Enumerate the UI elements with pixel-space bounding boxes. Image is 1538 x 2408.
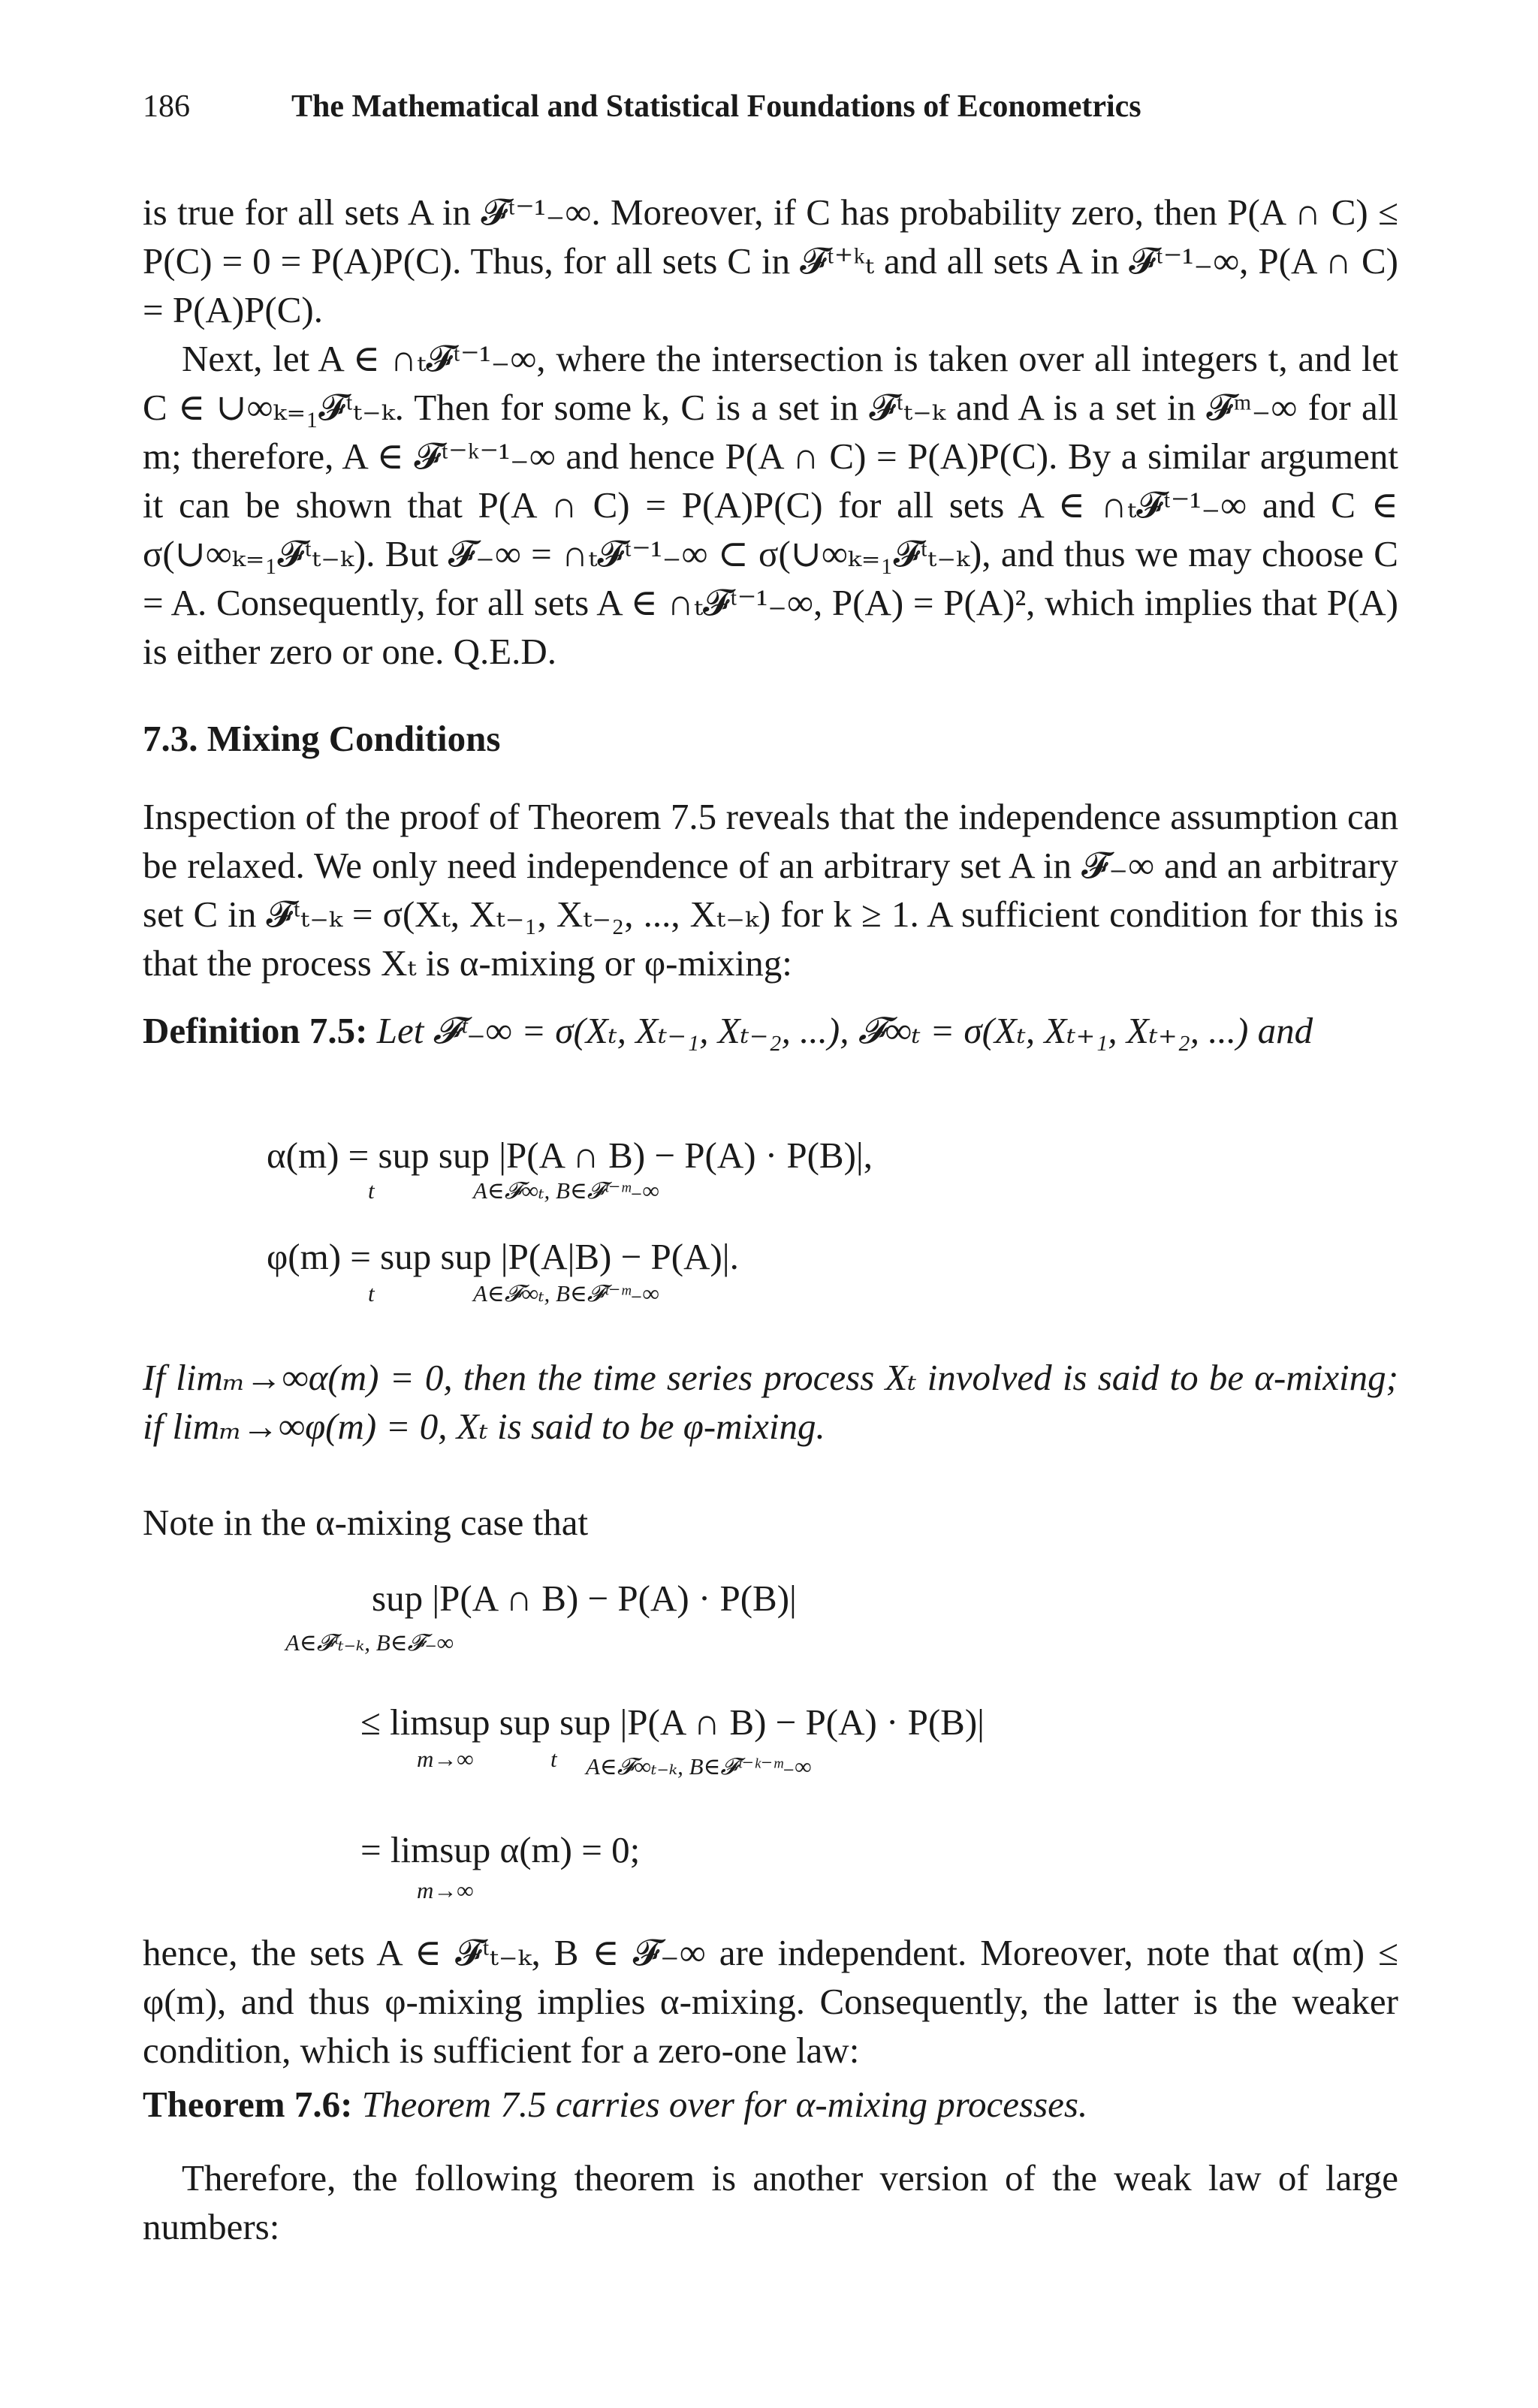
equation-phi-sub-t: t xyxy=(368,1280,375,1306)
equation-alpha-sub-t: t xyxy=(368,1177,375,1204)
display-line-2-sub-m: m→∞ xyxy=(417,1746,474,1772)
definition-7-5-statement xyxy=(143,1006,1398,1055)
paragraph-proof-continuation: is true for all sets A in 𝓕ᵗ⁻¹₋∞. Moreover, if C has probability zero, then P(A ∩ C) ≤ P(C) = 0 = P(A)P(C). Thus, for all sets C in 𝓕ᵗ⁺ᵏₜ and all sets A in 𝓕ᵗ⁻¹₋∞, P(A ∩ C) = P(A)P(C). xyxy=(143,191,1398,330)
display-sup-line-1: sup |P(A ∩ B) − P(A) · P(B)| xyxy=(372,1578,797,1619)
theorem-label: Theorem 7.6: xyxy=(143,2084,353,2125)
display-limsup-line-3: = limsup α(m) = 0; xyxy=(360,1829,641,1870)
display-limsup-line-2: ≤ limsup sup sup |P(A ∩ B) − P(A) · P(B)| xyxy=(360,1701,985,1743)
definition-conclusion: If limₘ→∞α(m) = 0, then the time series process Xₜ involved is said to be α-mixing; if limₘ→∞φ(m) = 0, Xₜ is said to be φ-mixing. xyxy=(143,1357,1398,1447)
theorem-text: Theorem 7.5 carries over for α-mixing processes. xyxy=(361,2084,1088,2125)
page-number: 186 xyxy=(143,89,190,124)
running-title: The Mathematical and Statistical Foundations of Econometrics xyxy=(291,89,1141,124)
equation-phi-sub-sets: A∈𝓕∞ₜ, B∈𝓕ᵗ⁻ᵐ₋∞ xyxy=(473,1280,659,1306)
theorem-7-6 xyxy=(143,2080,1398,2129)
definition-text: Let 𝓕ᵗ₋∞ = σ(Xₜ, Xₜ₋₁, Xₜ₋₂, ...), 𝓕∞ₜ = σ(Xₜ, Xₜ₊₁, Xₜ₊₂, ...) and xyxy=(376,1010,1313,1051)
display-sup-line-1-sub: A∈𝓕ᵗₜ₋ₖ, B∈𝓕₋∞ xyxy=(285,1629,454,1656)
definition-label: Definition 7.5: xyxy=(143,1010,368,1051)
display-line-2-sub-sets: A∈𝓕∞ₜ₋ₖ, B∈𝓕ᵗ⁻ᵏ⁻ᵐ₋∞ xyxy=(586,1753,812,1780)
paragraph-alpha-note: Note in the α-mixing case that xyxy=(143,1502,589,1543)
equation-phi-mixing: φ(m) = sup sup |P(A|B) − P(A)|. xyxy=(267,1236,739,1277)
section-heading: 7.3. Mixing Conditions xyxy=(143,718,501,759)
display-line-3-sub-m: m→∞ xyxy=(417,1877,474,1903)
paragraph-weak-law-intro: Therefore, the following theorem is another version of the weak law of large numbers: xyxy=(143,2157,1398,2247)
paragraph-independence: hence, the sets A ∈ 𝓕ᵗₜ₋ₖ, B ∈ 𝓕₋∞ are independent. Moreover, note that α(m) ≤ φ(m), and thus φ-mixing implies α-mixing. Consequently, the latter is the weaker condition, which is sufficient for a zero-one law: xyxy=(143,1932,1398,2071)
equation-alpha-mixing: α(m) = sup sup |P(A ∩ B) − P(A) · P(B)|, xyxy=(267,1135,873,1176)
paragraph-mixing-intro: Inspection of the proof of Theorem 7.5 reveals that the independence assumption can be relaxed. We only need independence of an arbitrary set A in 𝓕₋∞ and an arbitrary set C in 𝓕ᵗₜ₋ₖ = σ(Xₜ, Xₜ₋₁, Xₜ₋₂, ..., Xₜ₋ₖ) for k ≥ 1. A sufficient condition for this is that the process Xₜ is α-mixing or φ-mixing: xyxy=(143,796,1398,984)
paragraph-proof-intersection: Next, let A ∈ ∩ₜ𝓕ᵗ⁻¹₋∞, where the intersection is taken over all integers t, and let C ∈ ∪∞ₖ₌₁𝓕ᵗₜ₋ₖ. Then for some k, C is a set in 𝓕ᵗₜ₋ₖ and A is a set in 𝓕ᵐ₋∞ for all m; therefore, A ∈ 𝓕ᵗ⁻ᵏ⁻¹₋∞ and hence P(A ∩ C) = P(A)P(C). By a similar argument it can be shown that P(A ∩ C) = P(A)P(C) for all sets A ∈ ∩ₜ𝓕ᵗ⁻¹₋∞ and C ∈ σ(∪∞ₖ₌₁𝓕ᵗₜ₋ₖ). But 𝓕₋∞ = ∩ₜ𝓕ᵗ⁻¹₋∞ ⊂ σ(∪∞ₖ₌₁𝓕ᵗₜ₋ₖ), and thus we may choose C = A. Consequently, for all sets A ∈ ∩ₜ𝓕ᵗ⁻¹₋∞, P(A) = P(A)², which implies that P(A) is either zero or one. Q.E.D. xyxy=(143,338,1398,672)
equation-alpha-sub-sets: A∈𝓕∞ₜ, B∈𝓕ᵗ⁻ᵐ₋∞ xyxy=(473,1177,659,1204)
display-line-2-sub-t: t xyxy=(550,1746,557,1772)
